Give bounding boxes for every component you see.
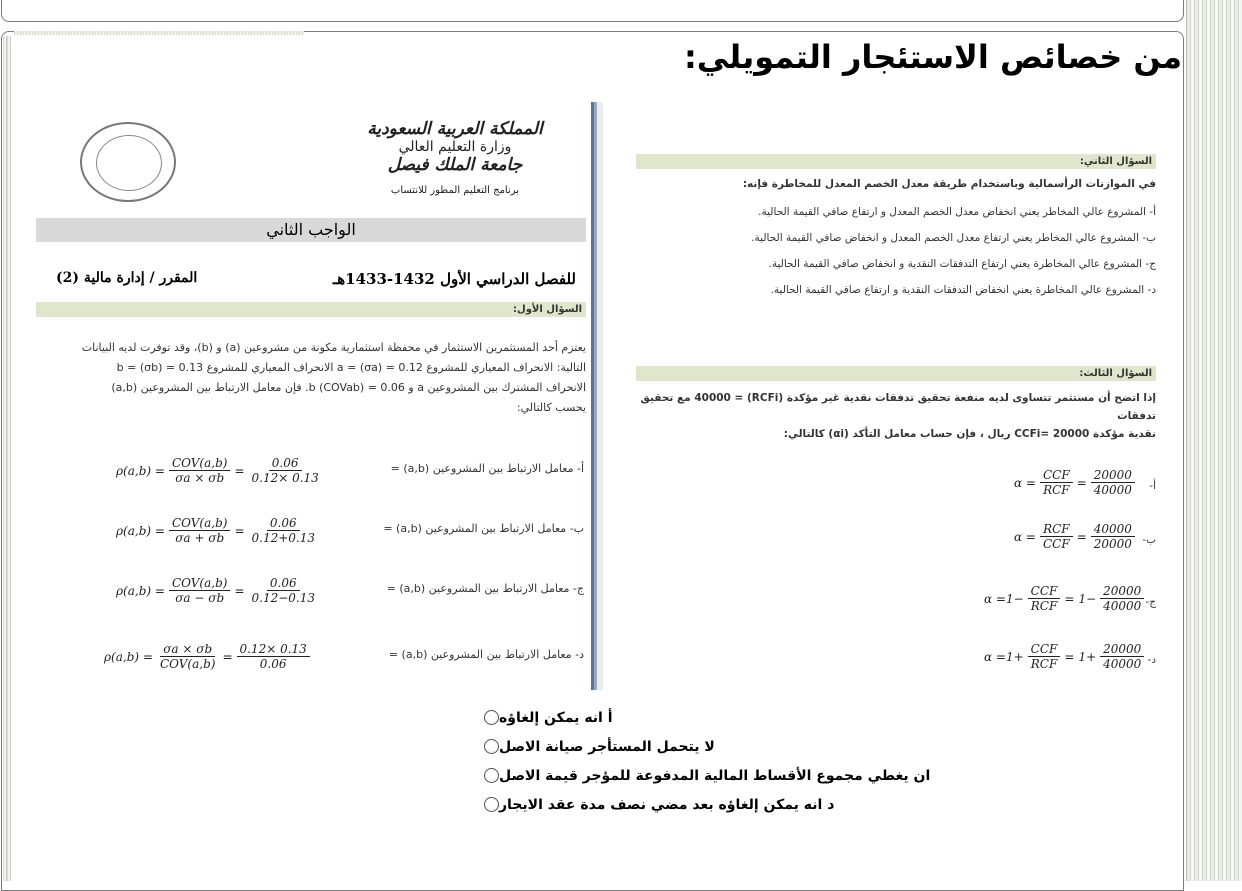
q2-option: أ- المشروع عالي المخاطر يعني انخفاض معدل الخصم المعدل و ارتفاع صافي القيمة الحالية. xyxy=(758,206,1156,218)
q1-option-label: ب- معامل الارتباط بين المشروعين (a,b) = xyxy=(383,522,584,535)
radio-button[interactable] xyxy=(484,797,499,812)
answer-label: لا يتحمل المستأجر صيانة الاصل xyxy=(499,738,715,755)
q3-option-letter: ب- xyxy=(1142,534,1156,546)
fraction xyxy=(1100,584,1144,613)
answer-option[interactable] xyxy=(482,732,1182,761)
denominator: CCF xyxy=(1042,537,1070,551)
answer-label: أ انه يمكن إلغاؤه xyxy=(499,709,613,726)
q1-text xyxy=(36,338,586,418)
answer-label: ان يغطي مجموع الأقساط المالية المدفوعة للمؤجر قيمة الاصل xyxy=(499,767,931,784)
scrollbar-rail[interactable] xyxy=(1186,0,1242,881)
q1-formula: ρ(a,b) = $\frac{\text{COV(a,b)}}{\sigma a + \sigma b}$ = $\frac{0.06}{0.12+0.13}$ xyxy=(116,516,318,545)
numerator: RCF xyxy=(1040,522,1073,537)
denominator: RCF xyxy=(1043,483,1070,497)
q2-title: السؤال الثاني: xyxy=(636,154,1156,169)
page-divider xyxy=(591,102,603,690)
denominator: 0.12× 0.13 xyxy=(251,471,319,485)
numerator: σa × σb xyxy=(160,642,215,657)
fraction xyxy=(1028,584,1061,613)
radio-button[interactable] xyxy=(484,768,499,783)
formula-prefix: 1− xyxy=(1078,591,1097,606)
q1-text-line: يعتزم أحد المستثمرين الاستثمار في محفظة استثمارية مكونة من مشروعين (a) و (b)، وقد توفرت لديه البيانات xyxy=(81,341,586,354)
numerator: 0.06 xyxy=(267,576,300,591)
tab-decoration xyxy=(14,31,304,35)
denominator: σa + σb xyxy=(175,531,225,545)
fraction xyxy=(1040,468,1073,497)
numerator: CCF xyxy=(1040,468,1073,483)
homework-document-image xyxy=(16,102,1170,690)
formula-lhs: ρ(a,b) = xyxy=(116,523,165,538)
homework-title: الواجب الثاني xyxy=(36,218,586,242)
q3-text xyxy=(616,389,1156,443)
formula-lhs: α =1− xyxy=(984,591,1024,606)
denominator: 20000 xyxy=(1093,537,1132,551)
header-line: المملكة العربية السعودية xyxy=(367,119,543,139)
answer-label: د انه يمكن إلغاؤه بعد مضي نصف مدة عقد الايجار xyxy=(499,796,835,813)
q3-formula: α = $\frac{\text{RCF}}{\text{CCF}}$ = $\frac{40000}{20000}$ xyxy=(1014,522,1135,551)
q2-option: د- المشروع عالي المخاطرة يعني انخفاض التدفقات النقدية و ارتفاع صافي القيمة الحالية. xyxy=(770,284,1156,296)
fraction xyxy=(169,456,231,485)
fraction xyxy=(249,516,319,545)
semester-label: للفصل الدراسي الأول 1432-1433هـ xyxy=(332,270,576,288)
answer-options xyxy=(482,703,1182,819)
numerator: CCF xyxy=(1028,584,1061,599)
q1-text-line: يحسب كالتالي: xyxy=(516,401,586,414)
numerator: 20000 xyxy=(1100,642,1144,657)
q1-option-label: د- معامل الارتباط بين المشروعين (a,b) = xyxy=(388,648,584,661)
q3-text-line: نقدية مؤكدة CCFi= 20000 ريال ، فإن حساب معامل التأكد (αi) كالتالي: xyxy=(783,428,1156,440)
fraction xyxy=(1028,642,1061,671)
denominator: 0.06 xyxy=(259,657,287,671)
q1-formula: ρ(a,b) = $\frac{\sigma a \times \sigma b}{\text{COV(a,b)}}$ = $\frac{0.12\times 0.13}{0.06}$ xyxy=(104,642,310,671)
q1-title: السؤال الأول: xyxy=(36,302,586,317)
q3-option-letter: د- xyxy=(1147,654,1156,666)
fraction xyxy=(169,516,231,545)
formula-lhs: α = xyxy=(1014,529,1036,544)
header-line: برنامج التعليم المطور للانتساب xyxy=(390,185,520,196)
fraction xyxy=(1040,522,1073,551)
denominator: RCF xyxy=(1030,599,1058,613)
denominator: 0.12−0.13 xyxy=(251,591,315,605)
denominator: σa × σb xyxy=(175,471,225,485)
numerator: 0.06 xyxy=(267,516,300,531)
answer-option[interactable] xyxy=(482,790,1182,819)
formula-lhs: ρ(a,b) = xyxy=(116,583,165,598)
fraction xyxy=(237,642,310,671)
denominator: COV(a,b) xyxy=(159,657,216,671)
q1-formula: ρ(a,b) = $\frac{\text{COV(a,b)}}{\sigma a - \sigma b}$ = $\frac{0.06}{0.12-0.13}$ xyxy=(116,576,318,605)
q3-option-letter: ج- xyxy=(1145,596,1156,608)
denominator: 40000 xyxy=(1093,483,1132,497)
q1-formula: ρ(a,b) = $\frac{\text{COV(a,b)}}{\sigma a \times \sigma b}$ = $\frac{0.06}{0.12\times 0.13}$ xyxy=(116,456,322,485)
numerator: CCF xyxy=(1028,642,1061,657)
numerator: 0.06 xyxy=(269,456,302,471)
formula-lhs: ρ(a,b) = xyxy=(116,463,165,478)
numerator: COV(a,b) xyxy=(169,516,231,531)
fraction xyxy=(1091,522,1135,551)
answer-option[interactable] xyxy=(482,761,1182,790)
header-line: جامعة الملك فيصل xyxy=(387,155,523,175)
q1-text-line: التالية: الانحراف المعياري للمشروع a = (σa) = 0.12 الانحراف المعياري للمشروع b = (σb) = 0.13 xyxy=(116,361,586,374)
fraction xyxy=(1091,468,1135,497)
formula-lhs: ρ(a,b) = xyxy=(104,649,153,664)
denominator: 40000 xyxy=(1103,599,1142,613)
numerator: COV(a,b) xyxy=(169,456,231,471)
q1-option-label: أ- معامل الارتباط بين المشروعين (a,b) = xyxy=(390,462,584,475)
slide-title: من خصائص الاستئجار التمويلي: xyxy=(683,38,1182,76)
denominator: RCF xyxy=(1030,657,1058,671)
q3-text-line: إذا اتضح أن مستثمر تتساوى لديه منفعة تحقيق تدفقات نقدية غير مؤكدة (RCFi) = 40000 مع تحقيق تدفقات xyxy=(640,392,1156,422)
fraction xyxy=(1100,642,1144,671)
q2-option: ج- المشروع عالي المخاطرة يعني ارتفاع التدفقات النقدية و انخفاض صافي القيمة الحالية. xyxy=(768,258,1156,270)
university-seal-icon xyxy=(80,122,176,202)
fraction xyxy=(157,642,219,671)
radio-button[interactable] xyxy=(484,739,499,754)
numerator: 20000 xyxy=(1100,584,1144,599)
formula-lhs: α = xyxy=(1014,475,1036,490)
q3-option-letter: أ- xyxy=(1149,480,1156,492)
q2-intro: في الموازنات الرأسمالية وباستخدام طريقة معدل الخصم المعدل للمخاطرة فإنه: xyxy=(742,178,1156,190)
numerator: COV(a,b) xyxy=(169,576,231,591)
denominator: σa − σb xyxy=(175,591,225,605)
fraction xyxy=(249,576,319,605)
formula-prefix: 1+ xyxy=(1078,649,1097,664)
q1-option-label: ج- معامل الارتباط بين المشروعين (a,b) = xyxy=(386,582,584,595)
denominator: 40000 xyxy=(1103,657,1142,671)
numerator: 40000 xyxy=(1091,522,1135,537)
left-decoration xyxy=(3,36,11,881)
q2-option: ب- المشروع عالي المخاطر يعني ارتفاع معدل الخصم المعدل و انخفاض صافي القيمة الحالية. xyxy=(751,232,1156,244)
top-panel xyxy=(1,0,1184,22)
numerator: 0.12× 0.13 xyxy=(237,642,310,657)
q3-title: السؤال الثالث: xyxy=(636,366,1156,381)
denominator: 0.12+0.13 xyxy=(251,531,315,545)
course-label: المقرر / إدارة مالية (2) xyxy=(56,270,198,286)
numerator: 20000 xyxy=(1091,468,1135,483)
radio-button[interactable] xyxy=(484,710,499,725)
document-header xyxy=(340,120,570,200)
q1-text-line: الانحراف المشترك بين المشروعين a و b (COVab) = 0.06. فإن معامل الارتباط بين المشروعين (a,b) xyxy=(111,381,586,394)
formula-lhs: α =1+ xyxy=(984,649,1024,664)
header-line: وزارة التعليم العالي xyxy=(398,139,512,155)
q3-formula: α = $\frac{\text{CCF}}{\text{RCF}}$ = $\frac{20000}{40000}$ xyxy=(1014,468,1135,497)
fraction xyxy=(169,576,231,605)
q3-formula: α =1+ $\frac{\text{CCF}}{\text{RCF}}$ = 1+ $\frac{20000}{40000}$ xyxy=(984,642,1144,671)
fraction xyxy=(249,456,322,485)
q3-formula: α =1− $\frac{\text{CCF}}{\text{RCF}}$ = 1− $\frac{20000}{40000}$ xyxy=(984,584,1144,613)
answer-option[interactable] xyxy=(482,703,1182,732)
